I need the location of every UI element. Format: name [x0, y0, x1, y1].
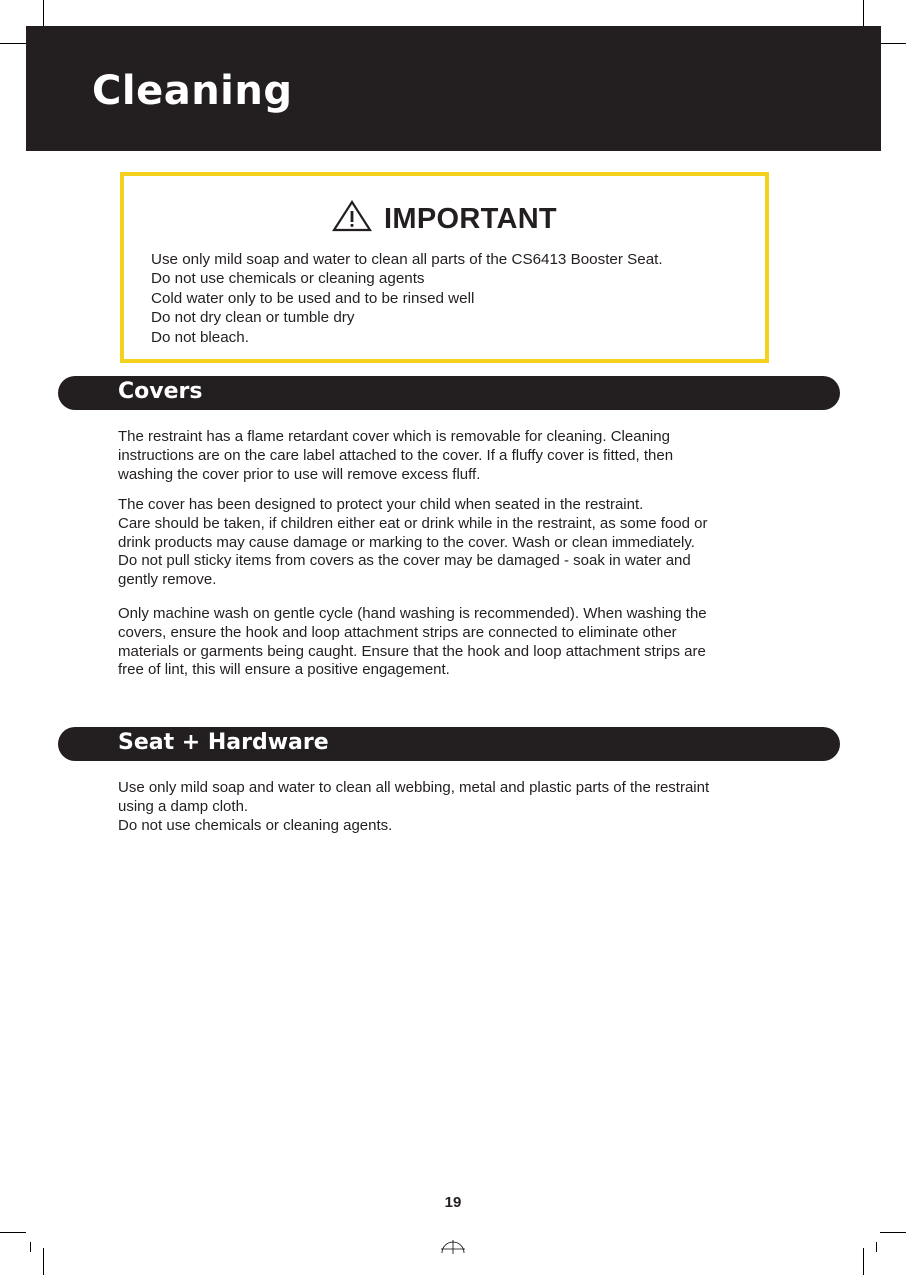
important-list [151, 250, 663, 347]
crop-mark [43, 0, 44, 26]
seat-hardware-section-title: Seat + Hardware [118, 730, 329, 755]
page-title: Cleaning [92, 68, 293, 114]
text-line: Use only mild soap and water to clean all webbing, metal and plastic parts of the restraint [118, 779, 710, 796]
text-line: The restraint has a flame retardant cover which is removable for cleaning. Cleaning [118, 428, 670, 445]
covers-section-bar [58, 376, 840, 410]
covers-paragraph [118, 428, 778, 484]
text-line: materials or garments being caught. Ensure that the hook and loop attachment strips are [118, 642, 706, 660]
registration-mark-icon [441, 1240, 465, 1259]
important-heading: IMPORTANT [384, 203, 557, 235]
important-line: Do not use chemicals or cleaning agents [151, 270, 425, 288]
text-line: free of lint, this will ensure a positive engagement. [118, 661, 450, 679]
covers-paragraph [118, 496, 778, 590]
text-line: drink products may cause damage or marking to the cover. Wash or clean immediately. [118, 533, 695, 551]
text-line: Do not use chemicals or cleaning agents. [118, 816, 393, 834]
crop-mark [880, 43, 906, 44]
important-notice-box [120, 172, 769, 363]
crop-mark [863, 0, 864, 26]
text-line: Do not pull sticky items from covers as the cover may be damaged - soak in water and [118, 552, 691, 570]
crop-mark [876, 1242, 877, 1252]
crop-mark [880, 1232, 906, 1233]
text-line: gently remove. [118, 571, 217, 589]
seat-hardware-section-bar [58, 727, 840, 761]
text-line: The cover has been designed to protect your child when seated in the restraint. [118, 496, 644, 513]
text-line: covers, ensure the hook and loop attachment strips are connected to eliminate other [118, 623, 677, 641]
crop-mark [863, 1248, 864, 1275]
crop-mark [43, 1248, 44, 1275]
covers-paragraph [118, 605, 778, 680]
text-line: washing the cover prior to use will remove excess fluff. [118, 465, 481, 483]
covers-section-title: Covers [118, 379, 203, 404]
text-line: Care should be taken, if children either eat or drink while in the restraint, as some food or [118, 514, 708, 532]
text-line: instructions are on the care label attached to the cover. If a fluffy cover is fitted, then [118, 446, 674, 464]
page-number: 19 [444, 1194, 462, 1211]
crop-mark [0, 43, 26, 44]
crop-mark [0, 1232, 26, 1233]
important-line: Do not bleach. [151, 328, 249, 346]
important-heading-row [124, 200, 765, 240]
text-line: using a damp cloth. [118, 797, 249, 815]
seat-hardware-paragraph [118, 779, 778, 835]
text-line: Only machine wash on gentle cycle (hand washing is recommended). When washing the [118, 605, 707, 622]
important-line: Use only mild soap and water to clean all parts of the CS6413 Booster Seat. [151, 251, 663, 268]
crop-mark [30, 1242, 31, 1252]
important-line: Do not dry clean or tumble dry [151, 309, 355, 327]
important-line: Cold water only to be used and to be rinsed well [151, 289, 475, 307]
warning-triangle-icon [332, 200, 372, 240]
